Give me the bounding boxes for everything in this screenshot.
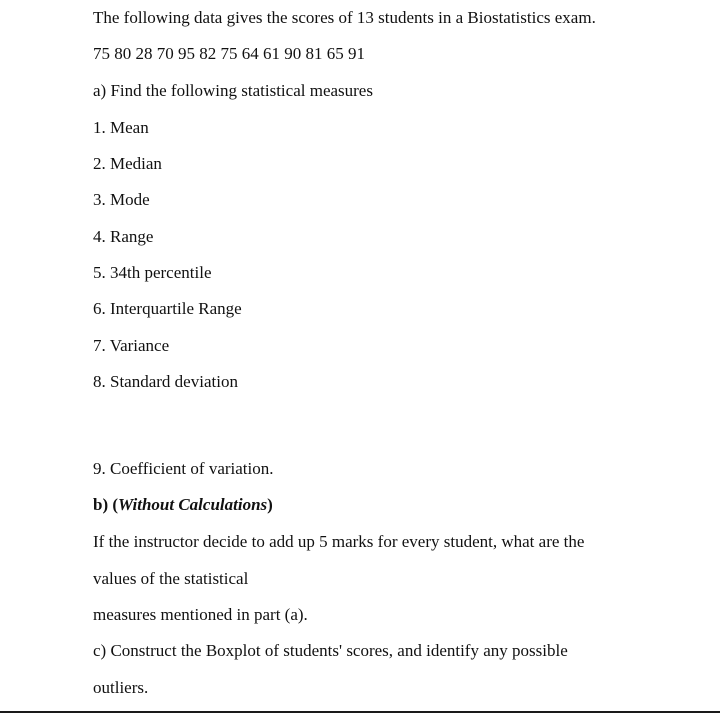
intro-text: The following data gives the scores of 13 students in a Biostatistics exam.: [93, 8, 596, 27]
list-item-mean: 1. Mean: [93, 118, 149, 137]
bottom-rule: [0, 711, 720, 713]
list-item-range: 4. Range: [93, 227, 154, 246]
list-item-cv: 9. Coefficient of variation.: [93, 459, 274, 478]
part-b-question-line3: measures mentioned in part (a).: [93, 605, 308, 624]
part-b-question-line1: If the instructor decide to add up 5 marks for every student, what are the: [93, 532, 585, 551]
part-b-question-line2: values of the statistical: [93, 569, 249, 588]
list-item-percentile: 5. 34th percentile: [93, 263, 212, 282]
part-b-heading: [93, 495, 273, 515]
list-item-variance: 7. Variance: [93, 336, 170, 355]
part-b-emphasis: Without Calculations: [118, 495, 268, 514]
part-c-line1: c) Construct the Boxplot of students' scores, and identify any possible: [93, 641, 568, 660]
part-b-prefix: b) (: [93, 495, 119, 514]
part-b-suffix: ): [267, 495, 273, 514]
list-item-iqr: 6. Interquartile Range: [93, 299, 242, 318]
part-c-line2: outliers.: [93, 678, 149, 697]
list-item-mode: 3. Mode: [93, 190, 150, 209]
list-item-median: 2. Median: [93, 154, 162, 173]
data-values: 75 80 28 70 95 82 75 64 61 90 81 65 91: [93, 44, 365, 63]
part-a-heading: a) Find the following statistical measures: [93, 81, 373, 100]
list-item-std-dev: 8. Standard deviation: [93, 372, 238, 391]
